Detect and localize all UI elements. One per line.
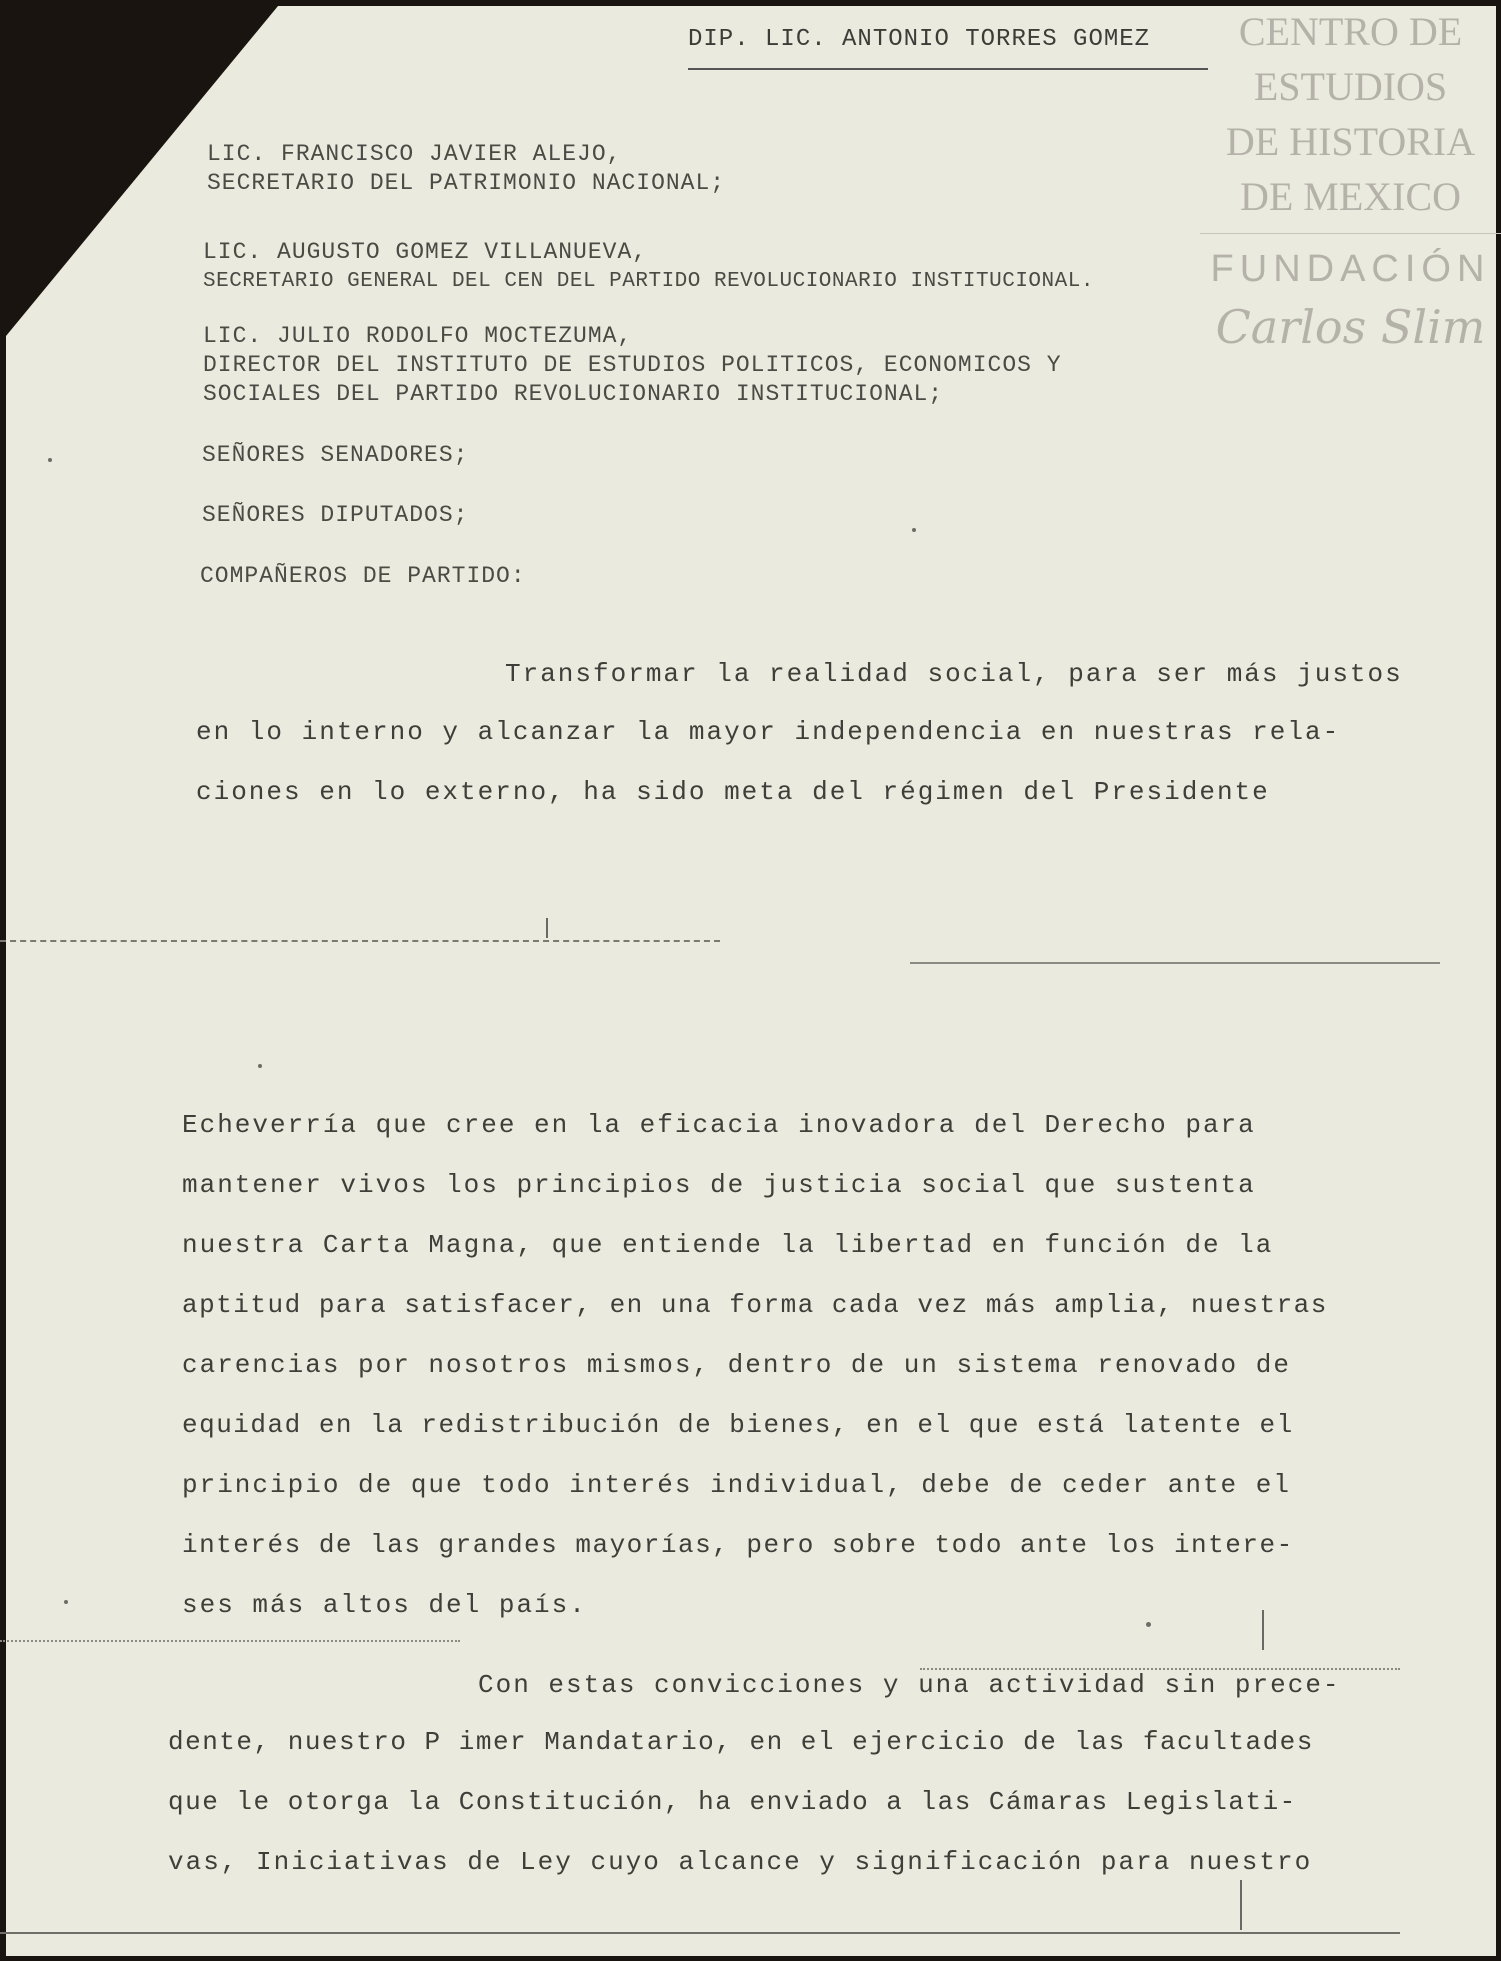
watermark-line: ESTUDIOS (1253, 64, 1448, 109)
salutation: COMPAÑEROS DE PARTIDO: (200, 563, 526, 589)
header-underline (688, 68, 1208, 70)
addressee-block (207, 140, 725, 198)
fold-line (910, 962, 1440, 964)
addressee-line: LIC. AUGUSTO GOMEZ VILLANUEVA, (203, 239, 648, 265)
paragraph-line: ses más altos del país. (182, 1590, 587, 1620)
page-bottom-edge (0, 1932, 1400, 1934)
paragraph-line: Con estas convicciones y una actividad sin prece- (478, 1670, 1341, 1700)
paragraph-line: aptitud para satisfacer, en una forma cada vez más amplia, nuestras (182, 1290, 1328, 1320)
scan-speckle-line (0, 1640, 460, 1642)
salutation: SEÑORES SENADORES; (202, 442, 469, 468)
watermark-line: DE MEXICO (1239, 174, 1462, 219)
scan-speck (48, 458, 52, 462)
paragraph-line: mantener vivos los principios de justicia social que sustenta (182, 1170, 1256, 1200)
paragraph-block (196, 702, 1340, 822)
scan-speck (64, 1600, 68, 1604)
watermark-line: DE HISTORIA (1225, 119, 1476, 164)
scan-speckle-line (920, 1668, 1400, 1670)
watermark-line: CENTRO DE (1238, 9, 1463, 54)
paragraph-line: Echeverría que cree en la eficacia inovadora del Derecho para (182, 1110, 1256, 1140)
author-header: DIP. LIC. ANTONIO TORRES GOMEZ (688, 26, 1151, 53)
scan-mark (1262, 1610, 1264, 1650)
paragraph-line: dente, nuestro P imer Mandatario, en el ejercicio de las facultades (168, 1727, 1314, 1757)
addressee-line: SOCIALES DEL PARTIDO REVOLUCIONARIO INSTITUCIONAL; (203, 381, 944, 407)
paragraph-block (168, 1712, 1314, 1892)
scan-speck (1146, 1622, 1151, 1627)
addressee-line: SECRETARIO GENERAL DEL CEN DEL PARTIDO REVOLUCIONARIO INSTITUCIONAL. (203, 270, 1094, 293)
watermark-divider (1200, 233, 1501, 234)
watermark-foundation: FUNDACIÓN (1210, 248, 1491, 290)
addressee-line: DIRECTOR DEL INSTITUTO DE ESTUDIOS POLITICOS, ECONOMICOS Y (203, 352, 1062, 378)
paragraph-line: equidad en la redistribución de bienes, en el que está latente el (182, 1410, 1294, 1440)
addressee-line: LIC. JULIO RODOLFO MOCTEZUMA, (203, 323, 633, 349)
paragraph-line: en lo interno y alcanzar la mayor independencia en nuestras rela- (196, 717, 1341, 747)
salutation: SEÑORES DIPUTADOS; (202, 502, 469, 528)
paragraph-line: carencias por nosotros mismos, dentro de un sistema renovado de (182, 1350, 1291, 1380)
watermark-stamp (1200, 4, 1501, 362)
paragraph-line: ciones en lo externo, ha sido meta del régimen del Presidente (196, 777, 1270, 807)
scan-mark (1240, 1880, 1242, 1930)
paragraph-line: interés de las grandes mayorías, pero sobre todo ante los intere- (182, 1530, 1294, 1560)
scan-speck (258, 1064, 262, 1068)
watermark-signature: Carlos Slim (1215, 300, 1486, 354)
scan-mark (546, 918, 548, 938)
scan-speck (912, 528, 916, 532)
addressee-line: LIC. FRANCISCO JAVIER ALEJO, (207, 141, 622, 167)
fold-line (0, 940, 720, 942)
paragraph-line: nuestra Carta Magna, que entiende la libertad en función de la (182, 1230, 1274, 1260)
paragraph-line: principio de que todo interés individual, debe de ceder ante el (182, 1470, 1291, 1500)
paragraph-block (182, 1095, 1328, 1635)
addressee-line: SECRETARIO DEL PATRIMONIO NACIONAL; (207, 170, 726, 196)
paragraph-line: Transformar la realidad social, para ser más justos (505, 659, 1403, 689)
paragraph-line: que le otorga la Constitución, ha enviado a las Cámaras Legislati- (168, 1787, 1297, 1817)
addressee-block (203, 322, 1062, 409)
addressee-block (203, 238, 1094, 296)
paragraph-line: vas, Iniciativas de Ley cuyo alcance y significación para nuestro (168, 1847, 1313, 1877)
